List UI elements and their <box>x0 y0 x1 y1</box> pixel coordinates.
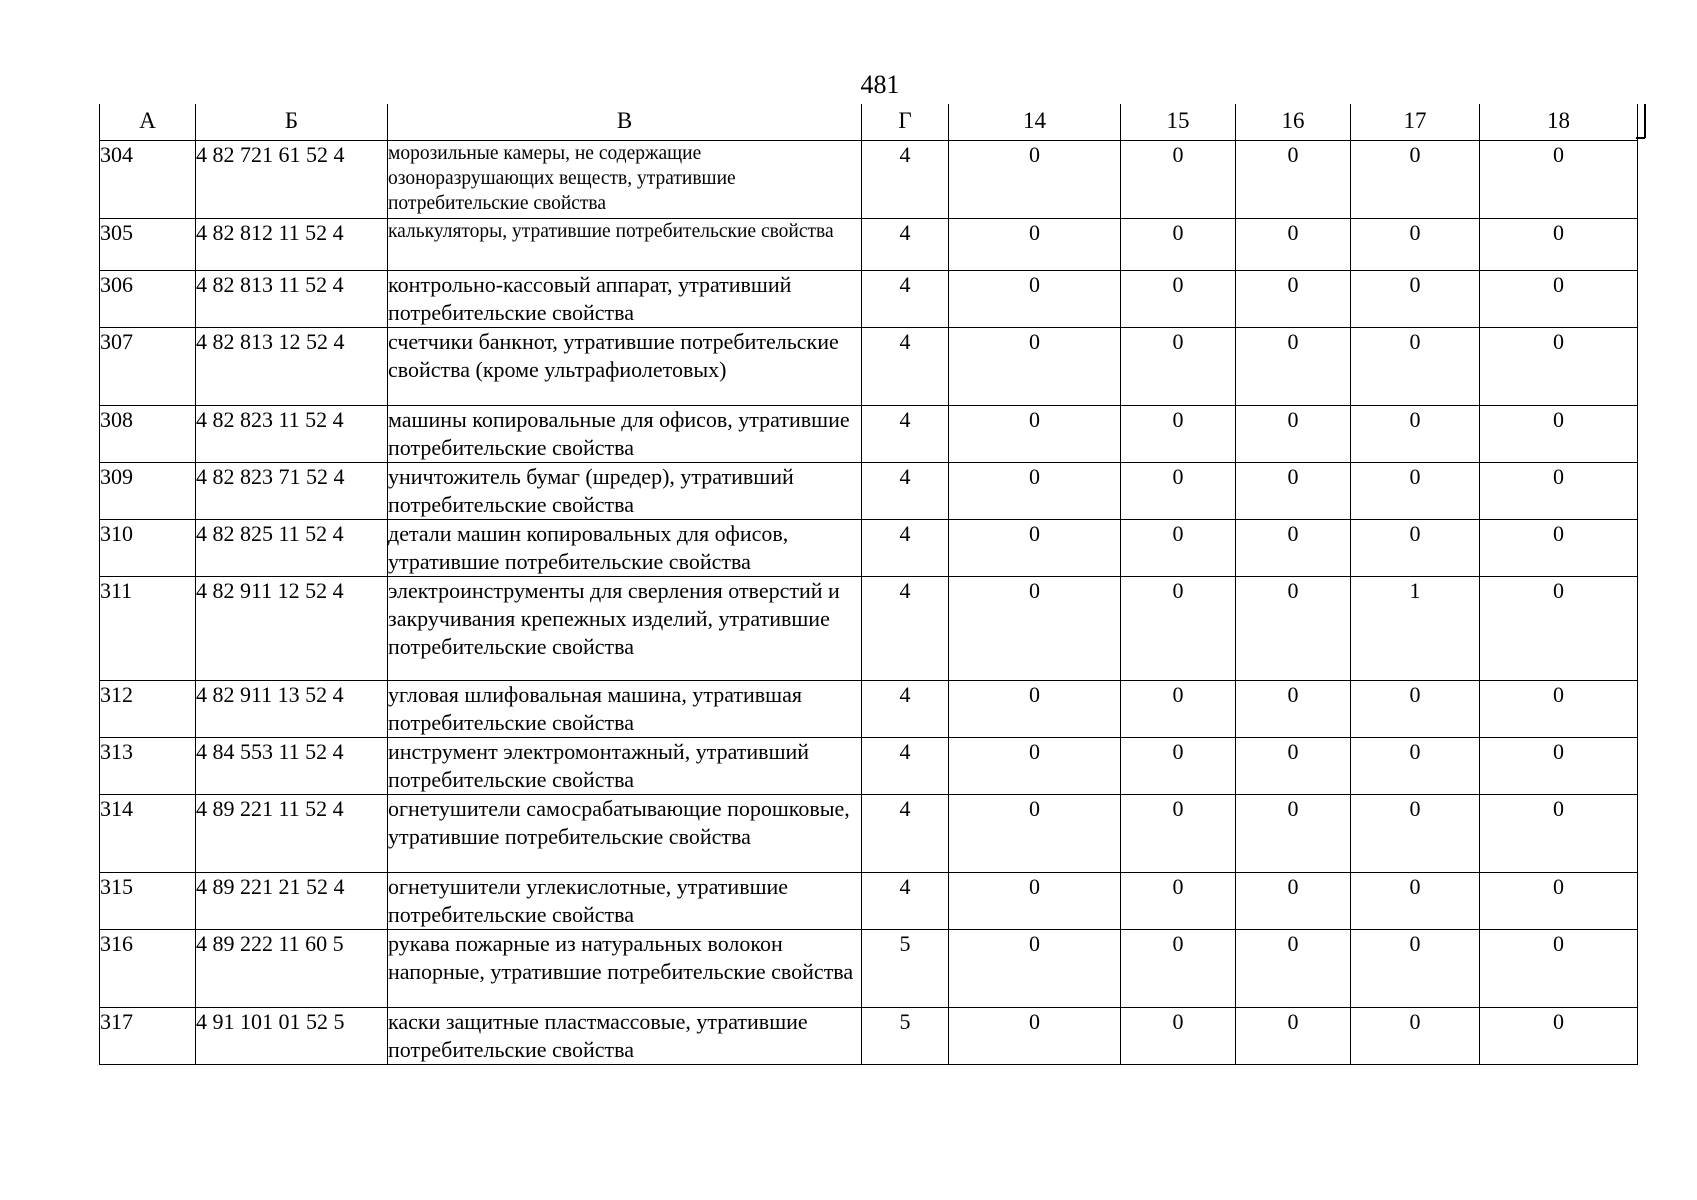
hazard-class: 4 <box>862 271 949 328</box>
value-cell-15: 0 <box>1121 930 1236 1008</box>
waste-description: контрольно-кассовый аппарат, утративший потребительские свойства <box>388 271 862 328</box>
waste-code: 4 84 553 11 52 4 <box>196 738 388 795</box>
waste-description: огнетушители углекислотные, утратившие потребительские свойства <box>388 873 862 930</box>
row-number: 306 <box>100 271 196 328</box>
value-cell-14: 0 <box>949 271 1121 328</box>
value-cell-16: 0 <box>1236 271 1351 328</box>
waste-code: 4 82 823 71 52 4 <box>196 463 388 520</box>
table-row <box>100 738 1638 795</box>
value-cell-17: 0 <box>1351 219 1480 271</box>
table-header-row <box>100 104 1638 141</box>
value-cell-17: 0 <box>1351 520 1480 577</box>
value-cell-18: 0 <box>1480 463 1638 520</box>
value-cell-15: 0 <box>1121 328 1236 406</box>
value-cell-16: 0 <box>1236 219 1351 271</box>
value-cell-16: 0 <box>1236 681 1351 738</box>
waste-code: 4 89 221 11 52 4 <box>196 795 388 873</box>
waste-code: 4 89 222 11 60 5 <box>196 930 388 1008</box>
value-cell-18: 0 <box>1480 577 1638 681</box>
waste-code: 4 91 101 01 52 5 <box>196 1008 388 1065</box>
hazard-class: 4 <box>862 681 949 738</box>
value-cell-14: 0 <box>949 681 1121 738</box>
hazard-class: 4 <box>862 406 949 463</box>
hazard-class: 5 <box>862 1008 949 1065</box>
table-row <box>100 463 1638 520</box>
hazard-class: 4 <box>862 328 949 406</box>
value-cell-14: 0 <box>949 219 1121 271</box>
value-cell-18: 0 <box>1480 795 1638 873</box>
value-cell-17: 0 <box>1351 463 1480 520</box>
hazard-class: 4 <box>862 463 949 520</box>
waste-description: уничтожитель бумаг (шредер), утративший потребительские свойства <box>388 463 862 520</box>
hazard-class: 4 <box>862 795 949 873</box>
value-cell-16: 0 <box>1236 795 1351 873</box>
waste-code: 4 82 813 12 52 4 <box>196 328 388 406</box>
value-cell-17: 0 <box>1351 738 1480 795</box>
value-cell-14: 0 <box>949 795 1121 873</box>
waste-code: 4 82 825 11 52 4 <box>196 520 388 577</box>
value-cell-14: 0 <box>949 738 1121 795</box>
header-cell: Г <box>862 104 949 141</box>
header-cell: 18 <box>1480 104 1638 141</box>
waste-code: 4 82 823 11 52 4 <box>196 406 388 463</box>
hazard-class: 4 <box>862 738 949 795</box>
value-cell-14: 0 <box>949 873 1121 930</box>
waste-description: машины копировальные для офисов, утратившие потребительские свойства <box>388 406 862 463</box>
row-number: 314 <box>100 795 196 873</box>
value-cell-16: 0 <box>1236 1008 1351 1065</box>
value-cell-18: 0 <box>1480 406 1638 463</box>
value-cell-16: 0 <box>1236 930 1351 1008</box>
value-cell-17: 0 <box>1351 873 1480 930</box>
row-number: 310 <box>100 520 196 577</box>
waste-code: 4 82 812 11 52 4 <box>196 219 388 271</box>
header-cell: 16 <box>1236 104 1351 141</box>
row-number: 311 <box>100 577 196 681</box>
waste-classification-table <box>99 104 1638 1065</box>
value-cell-15: 0 <box>1121 577 1236 681</box>
value-cell-15: 0 <box>1121 681 1236 738</box>
table-row <box>100 271 1638 328</box>
value-cell-14: 0 <box>949 930 1121 1008</box>
header-cell: В <box>388 104 862 141</box>
row-number: 304 <box>100 141 196 219</box>
value-cell-18: 0 <box>1480 520 1638 577</box>
waste-code: 4 82 911 13 52 4 <box>196 681 388 738</box>
row-number: 307 <box>100 328 196 406</box>
row-number: 312 <box>100 681 196 738</box>
table-row <box>100 930 1638 1008</box>
value-cell-17: 0 <box>1351 141 1480 219</box>
page-number: 481 <box>860 70 900 99</box>
row-number: 308 <box>100 406 196 463</box>
table-row <box>100 577 1638 681</box>
value-cell-14: 0 <box>949 520 1121 577</box>
waste-description: калькуляторы, утратившие потребительские свойства <box>388 219 862 271</box>
waste-description: морозильные камеры, не содержащие озоноразрушающих веществ, утратившие потребительские свойства <box>388 141 862 219</box>
hazard-class: 4 <box>862 577 949 681</box>
value-cell-16: 0 <box>1236 463 1351 520</box>
waste-description: инструмент электромонтажный, утративший потребительские свойства <box>388 738 862 795</box>
hazard-class: 4 <box>862 873 949 930</box>
value-cell-15: 0 <box>1121 271 1236 328</box>
row-number: 316 <box>100 930 196 1008</box>
value-cell-14: 0 <box>949 463 1121 520</box>
value-cell-16: 0 <box>1236 141 1351 219</box>
value-cell-16: 0 <box>1236 577 1351 681</box>
value-cell-17: 0 <box>1351 328 1480 406</box>
hazard-class: 4 <box>862 219 949 271</box>
header-cell: Б <box>196 104 388 141</box>
row-number: 309 <box>100 463 196 520</box>
header-cell: А <box>100 104 196 141</box>
value-cell-16: 0 <box>1236 328 1351 406</box>
value-cell-15: 0 <box>1121 1008 1236 1065</box>
value-cell-16: 0 <box>1236 520 1351 577</box>
value-cell-16: 0 <box>1236 873 1351 930</box>
value-cell-14: 0 <box>949 406 1121 463</box>
header-cell: 17 <box>1351 104 1480 141</box>
table-row <box>100 795 1638 873</box>
table-row <box>100 219 1638 271</box>
value-cell-15: 0 <box>1121 520 1236 577</box>
waste-description: каски защитные пластмассовые, утратившие потребительские свойства <box>388 1008 862 1065</box>
hazard-class: 4 <box>862 520 949 577</box>
header-cell: 15 <box>1121 104 1236 141</box>
table-row <box>100 873 1638 930</box>
value-cell-18: 0 <box>1480 328 1638 406</box>
waste-description: электроинструменты для сверления отверстий и закручивания крепежных изделий, утратившие потребительские свойства <box>388 577 862 681</box>
table-row <box>100 328 1638 406</box>
value-cell-17: 0 <box>1351 795 1480 873</box>
value-cell-15: 0 <box>1121 738 1236 795</box>
value-cell-18: 0 <box>1480 141 1638 219</box>
value-cell-15: 0 <box>1121 463 1236 520</box>
value-cell-16: 0 <box>1236 406 1351 463</box>
value-cell-18: 0 <box>1480 738 1638 795</box>
hazard-class: 5 <box>862 930 949 1008</box>
header-rule-tick <box>1644 104 1646 138</box>
value-cell-18: 0 <box>1480 873 1638 930</box>
hazard-class: 4 <box>862 141 949 219</box>
waste-description: счетчики банкнот, утратившие потребительские свойства (кроме ультрафиолетовых) <box>388 328 862 406</box>
value-cell-17: 0 <box>1351 681 1480 738</box>
waste-code: 4 89 221 21 52 4 <box>196 873 388 930</box>
row-number: 315 <box>100 873 196 930</box>
value-cell-18: 0 <box>1480 681 1638 738</box>
value-cell-15: 0 <box>1121 406 1236 463</box>
value-cell-18: 0 <box>1480 219 1638 271</box>
value-cell-17: 1 <box>1351 577 1480 681</box>
row-number: 317 <box>100 1008 196 1065</box>
table-row <box>100 520 1638 577</box>
table-row <box>100 681 1638 738</box>
value-cell-15: 0 <box>1121 795 1236 873</box>
value-cell-14: 0 <box>949 577 1121 681</box>
value-cell-15: 0 <box>1121 141 1236 219</box>
row-number: 313 <box>100 738 196 795</box>
value-cell-17: 0 <box>1351 1008 1480 1065</box>
waste-description: рукава пожарные из натуральных волокон напорные, утратившие потребительские свойства <box>388 930 862 1008</box>
table-row <box>100 406 1638 463</box>
value-cell-17: 0 <box>1351 406 1480 463</box>
row-number: 305 <box>100 219 196 271</box>
value-cell-15: 0 <box>1121 219 1236 271</box>
value-cell-18: 0 <box>1480 930 1638 1008</box>
table-row <box>100 1008 1638 1065</box>
value-cell-18: 0 <box>1480 1008 1638 1065</box>
header-cell: 14 <box>949 104 1121 141</box>
value-cell-14: 0 <box>949 141 1121 219</box>
waste-code: 4 82 721 61 52 4 <box>196 141 388 219</box>
table-row <box>100 141 1638 219</box>
value-cell-18: 0 <box>1480 271 1638 328</box>
value-cell-14: 0 <box>949 328 1121 406</box>
value-cell-15: 0 <box>1121 873 1236 930</box>
table-body <box>100 141 1638 1065</box>
value-cell-17: 0 <box>1351 930 1480 1008</box>
waste-description: детали машин копировальных для офисов, утратившие потребительские свойства <box>388 520 862 577</box>
value-cell-16: 0 <box>1236 738 1351 795</box>
waste-code: 4 82 813 11 52 4 <box>196 271 388 328</box>
waste-code: 4 82 911 12 52 4 <box>196 577 388 681</box>
waste-description: угловая шлифовальная машина, утратившая потребительские свойства <box>388 681 862 738</box>
value-cell-14: 0 <box>949 1008 1121 1065</box>
waste-description: огнетушители самосрабатывающие порошковые, утратившие потребительские свойства <box>388 795 862 873</box>
value-cell-17: 0 <box>1351 271 1480 328</box>
